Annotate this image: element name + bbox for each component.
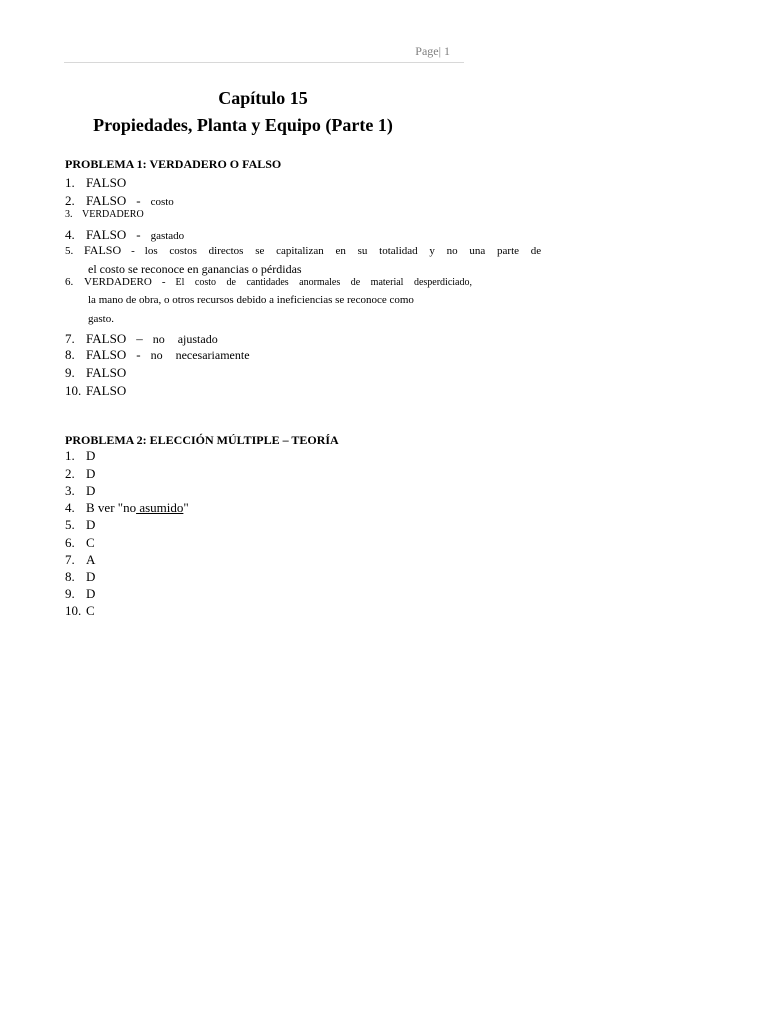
problem1-item: 6. VERDADERO - El costo de cantidades anormales de material desperdiciado, [65,276,472,288]
problem2-item: 3. D [65,483,96,498]
problem2-item: 2. D [65,466,96,481]
problem1-item: 8. FALSO - no necesariamente [65,347,250,362]
problem2-item: 1. D [65,448,96,463]
problem2-item: 5. D [65,517,96,532]
problem2-item: 8. D [65,569,96,584]
page-number: Page| 1 [415,44,450,58]
problem1-item-continuation: el costo se reconoce en ganancias o pérdidas [88,262,302,276]
problem2-item: 9. D [65,586,96,601]
problem2-item: 10. C [65,603,95,618]
problem1-item: 1. FALSO [65,175,127,190]
problem1-item: 5. FALSO - los costos directos se capitalizan en su totalidad y no una parte de [65,243,542,257]
problem2-item: 6. C [65,535,95,550]
problem2-item: 4. B ver "no asumido" [65,500,189,515]
problem2-item: 7. A [65,552,96,567]
problem1-item: 10. FALSO [65,383,127,398]
problem1-item: 2. FALSO - costo [65,193,174,208]
chapter-subtitle: Propiedades, Planta y Equipo (Parte 1) [93,115,393,135]
problem1-item-continuation: gasto. [88,313,114,325]
problem1-item: 9. FALSO [65,365,127,380]
problem2-heading: PROBLEMA 2: ELECCIÓN MÚLTIPLE – TEORÍA [65,433,339,447]
problem1-heading: PROBLEMA 1: VERDADERO O FALSO [65,157,282,171]
problem1-item: 3. VERDADERO [65,209,144,220]
problem1-item: 4. FALSO - gastado [65,227,185,242]
page-header [64,44,464,63]
chapter-title: Capítulo 15 [218,88,308,108]
problem1-item: 7. FALSO – no ajustado [65,331,218,346]
problem1-item-continuation: la mano de obra, o otros recursos debido a ineficiencias se reconoce como [88,294,414,306]
